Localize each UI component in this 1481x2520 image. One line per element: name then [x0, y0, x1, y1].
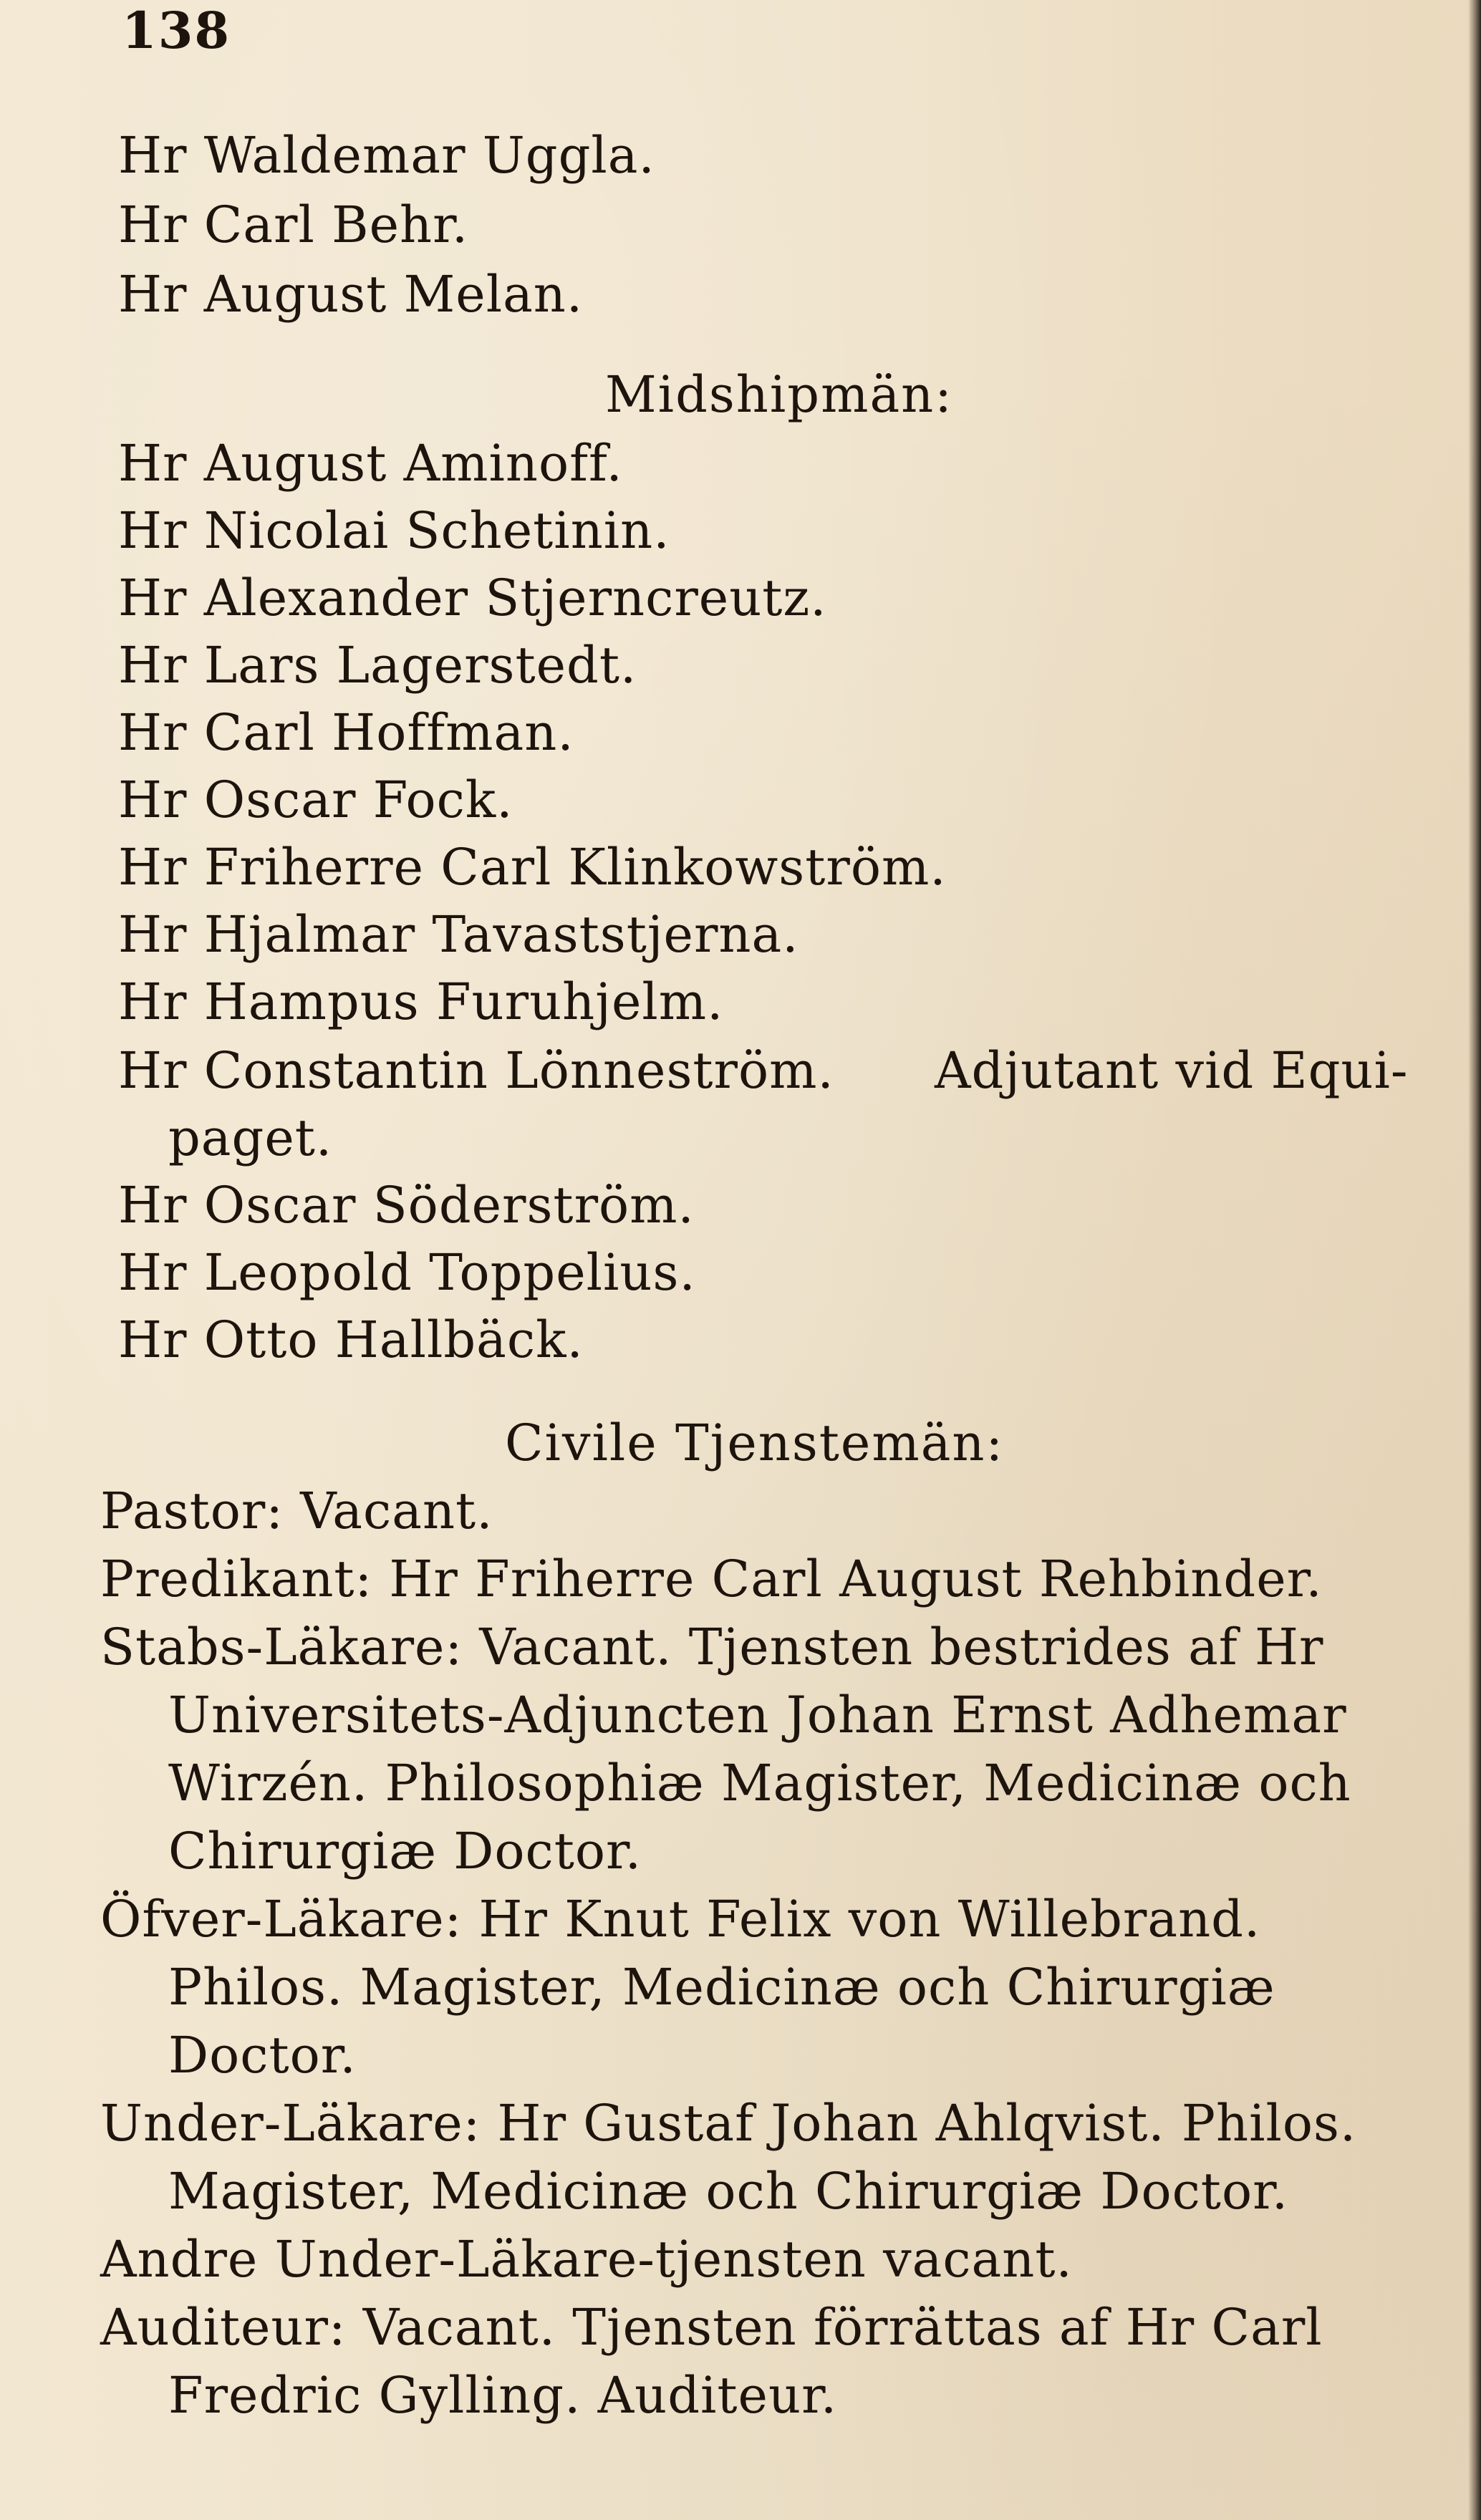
midshipman-line: Hr Nicolai Schetinin.: [118, 501, 670, 560]
midshipman-line: Hr Hampus Furuhjelm.: [118, 972, 724, 1031]
officer-line: Hr Carl Behr.: [118, 195, 469, 254]
midshipman-line: Hr Constantin Lönneström.: [118, 1041, 834, 1100]
civil-line: Doctor.: [168, 2026, 357, 2085]
civil-line: Magister, Medicinæ och Chirurgiæ Doctor.: [168, 2162, 1289, 2221]
midshipmen-heading: Midshipmän:: [605, 365, 953, 424]
adjutant-role: Adjutant vid Equi-: [935, 1041, 1409, 1100]
civil-line: Pastor: Vacant.: [100, 1482, 493, 1540]
officer-line: Hr Waldemar Uggla.: [118, 126, 655, 185]
midshipman-line: Hr Alexander Stjerncreutz.: [118, 569, 827, 627]
midshipman-line: Hr Hjalmar Tavaststjerna.: [118, 905, 799, 964]
midshipman-line: Hr Otto Hallbäck.: [118, 1310, 584, 1369]
midshipman-line: Hr Friherre Carl Klinkowström.: [118, 838, 947, 897]
midshipman-line: Hr Oscar Söderström.: [118, 1176, 695, 1235]
civil-heading: Civile Tjenstemän:: [505, 1414, 1005, 1472]
civil-line: Universitets-Adjuncten Johan Ernst Adhemar: [168, 1686, 1347, 1744]
page-binding-edge: [1468, 0, 1481, 2520]
civil-line: Under-Läkare: Hr Gustaf Johan Ahlqvist. Philos.: [100, 2094, 1357, 2153]
midshipman-line: Hr Oscar Fock.: [118, 771, 513, 829]
civil-line: Chirurgiæ Doctor.: [168, 1822, 642, 1881]
midshipman-line: Hr August Aminoff.: [118, 434, 623, 493]
officer-line: Hr August Melan.: [118, 265, 584, 324]
civil-line: Philos. Magister, Medicinæ och Chirurgiæ: [168, 1958, 1275, 2017]
civil-line: Wirzén. Philosophiæ Magister, Medicinæ och: [168, 1754, 1351, 1812]
civil-line: Auditeur: Vacant. Tjensten förrättas af Hr Carl: [100, 2298, 1323, 2357]
page-number: 138: [122, 1, 231, 60]
civil-line: Stabs-Läkare: Vacant. Tjensten bestrides af Hr: [100, 1618, 1324, 1676]
civil-line: Predikant: Hr Friherre Carl August Rehbinder.: [100, 1550, 1323, 1608]
midshipman-line: Hr Carl Hoffman.: [118, 703, 574, 762]
midshipman-line: Hr Leopold Toppelius.: [118, 1243, 696, 1302]
adjutant-role-continuation: paget.: [168, 1109, 333, 1167]
civil-line: Andre Under-Läkare-tjensten vacant.: [100, 2230, 1073, 2289]
midshipman-line: Hr Lars Lagerstedt.: [118, 636, 637, 695]
civil-line: Öfver-Läkare: Hr Knut Felix von Willebrand.: [100, 1890, 1261, 1949]
civil-line: Fredric Gylling. Auditeur.: [168, 2366, 838, 2425]
